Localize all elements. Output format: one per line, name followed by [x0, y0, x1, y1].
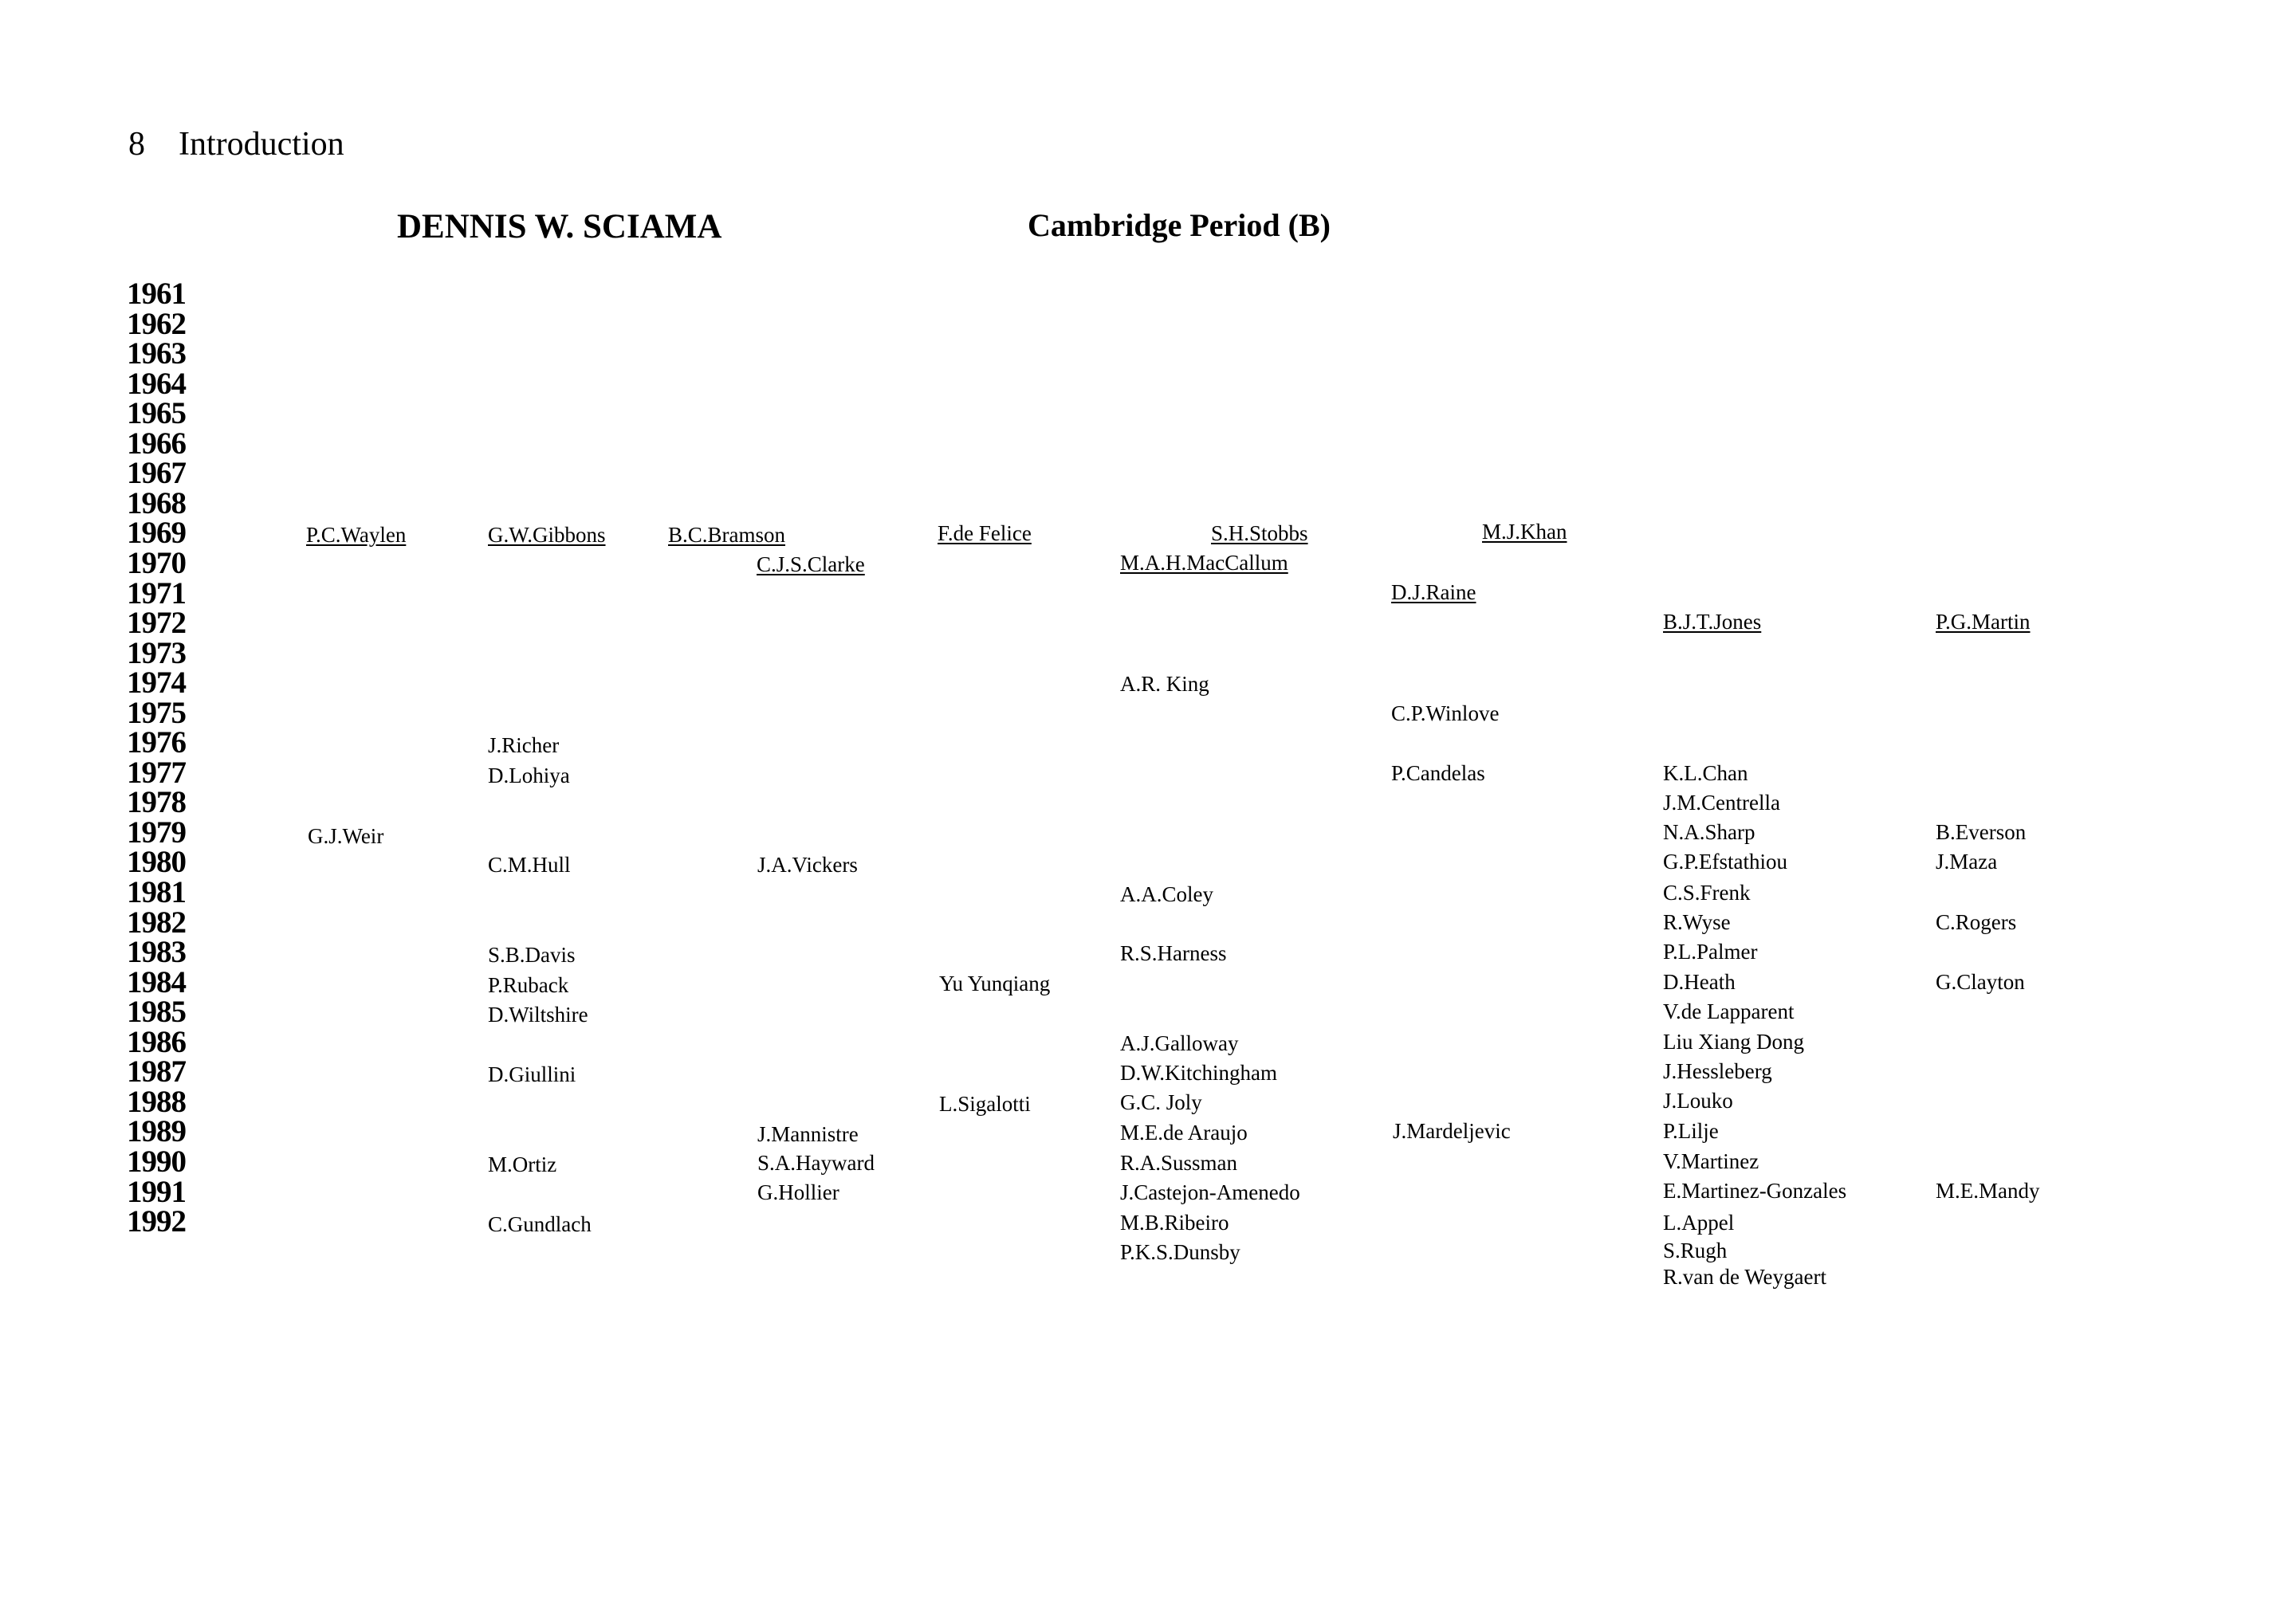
student-entry: K.L.Chan	[1663, 761, 1748, 785]
year-label: 1974	[127, 666, 186, 700]
student-entry: C.M.Hull	[488, 853, 571, 877]
student-entry: G.W.Gibbons	[488, 523, 606, 547]
student-entry: J.Maza	[1936, 850, 1998, 874]
student-entry: V.Martinez	[1663, 1149, 1759, 1173]
student-entry: S.B.Davis	[488, 943, 576, 967]
student-entry: J.Mannistre	[757, 1122, 859, 1146]
student-entry: B.J.T.Jones	[1663, 610, 1762, 634]
student-entry: R.van de Weygaert	[1663, 1265, 1827, 1289]
year-label: 1961	[127, 277, 186, 311]
student-entry: G.J.Weir	[308, 824, 384, 848]
student-entry: D.Lohiya	[488, 764, 570, 787]
student-entry: V.de Lapparent	[1663, 999, 1795, 1023]
student-entry: D.J.Raine	[1391, 580, 1476, 604]
student-entry: A.A.Coley	[1120, 882, 1213, 906]
student-entry: D.W.Kitchingham	[1120, 1061, 1277, 1085]
student-entry: A.J.Galloway	[1120, 1031, 1239, 1055]
section-title: Introduction	[179, 126, 344, 163]
year-label: 1973	[127, 636, 186, 670]
student-entry: C.S.Frenk	[1663, 881, 1751, 905]
student-entry: C.Rogers	[1936, 910, 2017, 934]
student-entry: B.C.Bramson	[668, 523, 786, 547]
student-entry: P.Ruback	[488, 973, 569, 997]
period-title: Cambridge Period (B)	[1028, 207, 1331, 243]
year-label: 1991	[127, 1175, 186, 1209]
year-label: 1967	[127, 456, 186, 490]
year-label: 1963	[127, 336, 186, 371]
year-label: 1992	[127, 1204, 186, 1239]
student-entry: M.A.H.MacCallum	[1120, 551, 1288, 575]
year-label: 1982	[127, 905, 186, 940]
student-entry: Yu Yunqiang	[939, 972, 1051, 995]
year-label: 1987	[127, 1054, 186, 1089]
year-label: 1989	[127, 1114, 186, 1148]
year-label: 1985	[127, 995, 186, 1029]
student-entry: E.Martinez-Gonzales	[1663, 1179, 1847, 1203]
student-entry: P.C.Waylen	[306, 523, 407, 547]
student-entry: C.Gundlach	[488, 1212, 592, 1236]
student-entry: G.Clayton	[1936, 970, 2025, 994]
student-entry: M.E.Mandy	[1936, 1179, 2040, 1203]
student-entry: P.Lilje	[1663, 1119, 1719, 1143]
student-entry: M.J.Khan	[1482, 520, 1567, 544]
student-entry: R.Wyse	[1663, 910, 1731, 934]
student-entry: P.Candelas	[1391, 761, 1485, 785]
genealogy-title: DENNIS W. SCIAMA	[397, 208, 722, 245]
year-label: 1964	[127, 367, 186, 401]
student-entry: J.Louko	[1663, 1089, 1733, 1113]
student-entry: Liu Xiang Dong	[1663, 1030, 1804, 1054]
year-label: 1966	[127, 426, 186, 461]
year-label: 1968	[127, 486, 186, 520]
year-label: 1971	[127, 576, 186, 611]
student-entry: J.Castejon-Amenedo	[1120, 1180, 1300, 1204]
student-entry: S.A.Hayward	[757, 1151, 875, 1175]
year-label: 1980	[127, 845, 186, 879]
student-entry: G.P.Efstathiou	[1663, 850, 1788, 874]
student-entry: R.A.Sussman	[1120, 1151, 1238, 1175]
year-label: 1986	[127, 1025, 186, 1059]
year-label: 1977	[127, 756, 186, 790]
year-label: 1978	[127, 785, 186, 819]
year-label: 1988	[127, 1085, 186, 1119]
student-entry: R.S.Harness	[1120, 941, 1227, 965]
year-label: 1969	[127, 516, 186, 550]
student-entry: G.C. Joly	[1120, 1090, 1202, 1114]
year-label: 1970	[127, 546, 186, 580]
student-entry: D.Wiltshire	[488, 1003, 588, 1027]
page-number: 8	[128, 126, 145, 163]
year-label: 1965	[127, 396, 186, 430]
student-entry: P.L.Palmer	[1663, 940, 1758, 964]
student-entry: C.P.Winlove	[1391, 701, 1500, 725]
student-entry: C.J.S.Clarke	[757, 552, 865, 576]
student-entry: N.A.Sharp	[1663, 820, 1755, 844]
student-entry: M.B.Ribeiro	[1120, 1211, 1229, 1235]
student-entry: F.de Felice	[938, 521, 1032, 545]
student-entry: J.M.Centrella	[1663, 791, 1780, 815]
student-entry: J.Mardeljevic	[1393, 1119, 1511, 1143]
year-label: 1975	[127, 696, 186, 730]
student-entry: S.H.Stobbs	[1211, 521, 1308, 545]
student-entry: S.Rugh	[1663, 1239, 1728, 1262]
student-entry: M.E.de Araujo	[1120, 1121, 1248, 1145]
year-label: 1979	[127, 815, 186, 850]
year-label: 1990	[127, 1145, 186, 1179]
student-entry: G.Hollier	[757, 1180, 839, 1204]
year-label: 1976	[127, 725, 186, 760]
year-label: 1972	[127, 606, 186, 640]
year-label: 1984	[127, 965, 186, 999]
student-entry: B.Everson	[1936, 820, 2027, 844]
student-entry: L.Appel	[1663, 1211, 1735, 1235]
student-entry: A.R. King	[1120, 672, 1209, 696]
student-entry: D.Heath	[1663, 970, 1736, 994]
student-entry: J.A.Vickers	[757, 853, 858, 877]
student-entry: P.K.S.Dunsby	[1120, 1240, 1240, 1264]
student-entry: M.Ortiz	[488, 1152, 557, 1176]
student-entry: L.Sigalotti	[939, 1092, 1031, 1116]
year-label: 1962	[127, 307, 186, 341]
student-entry: J.Richer	[488, 733, 560, 757]
student-entry: P.G.Martin	[1936, 610, 2031, 634]
year-label: 1983	[127, 935, 186, 969]
year-label: 1981	[127, 875, 186, 909]
student-entry: D.Giullini	[488, 1062, 576, 1086]
student-entry: J.Hessleberg	[1663, 1059, 1772, 1083]
